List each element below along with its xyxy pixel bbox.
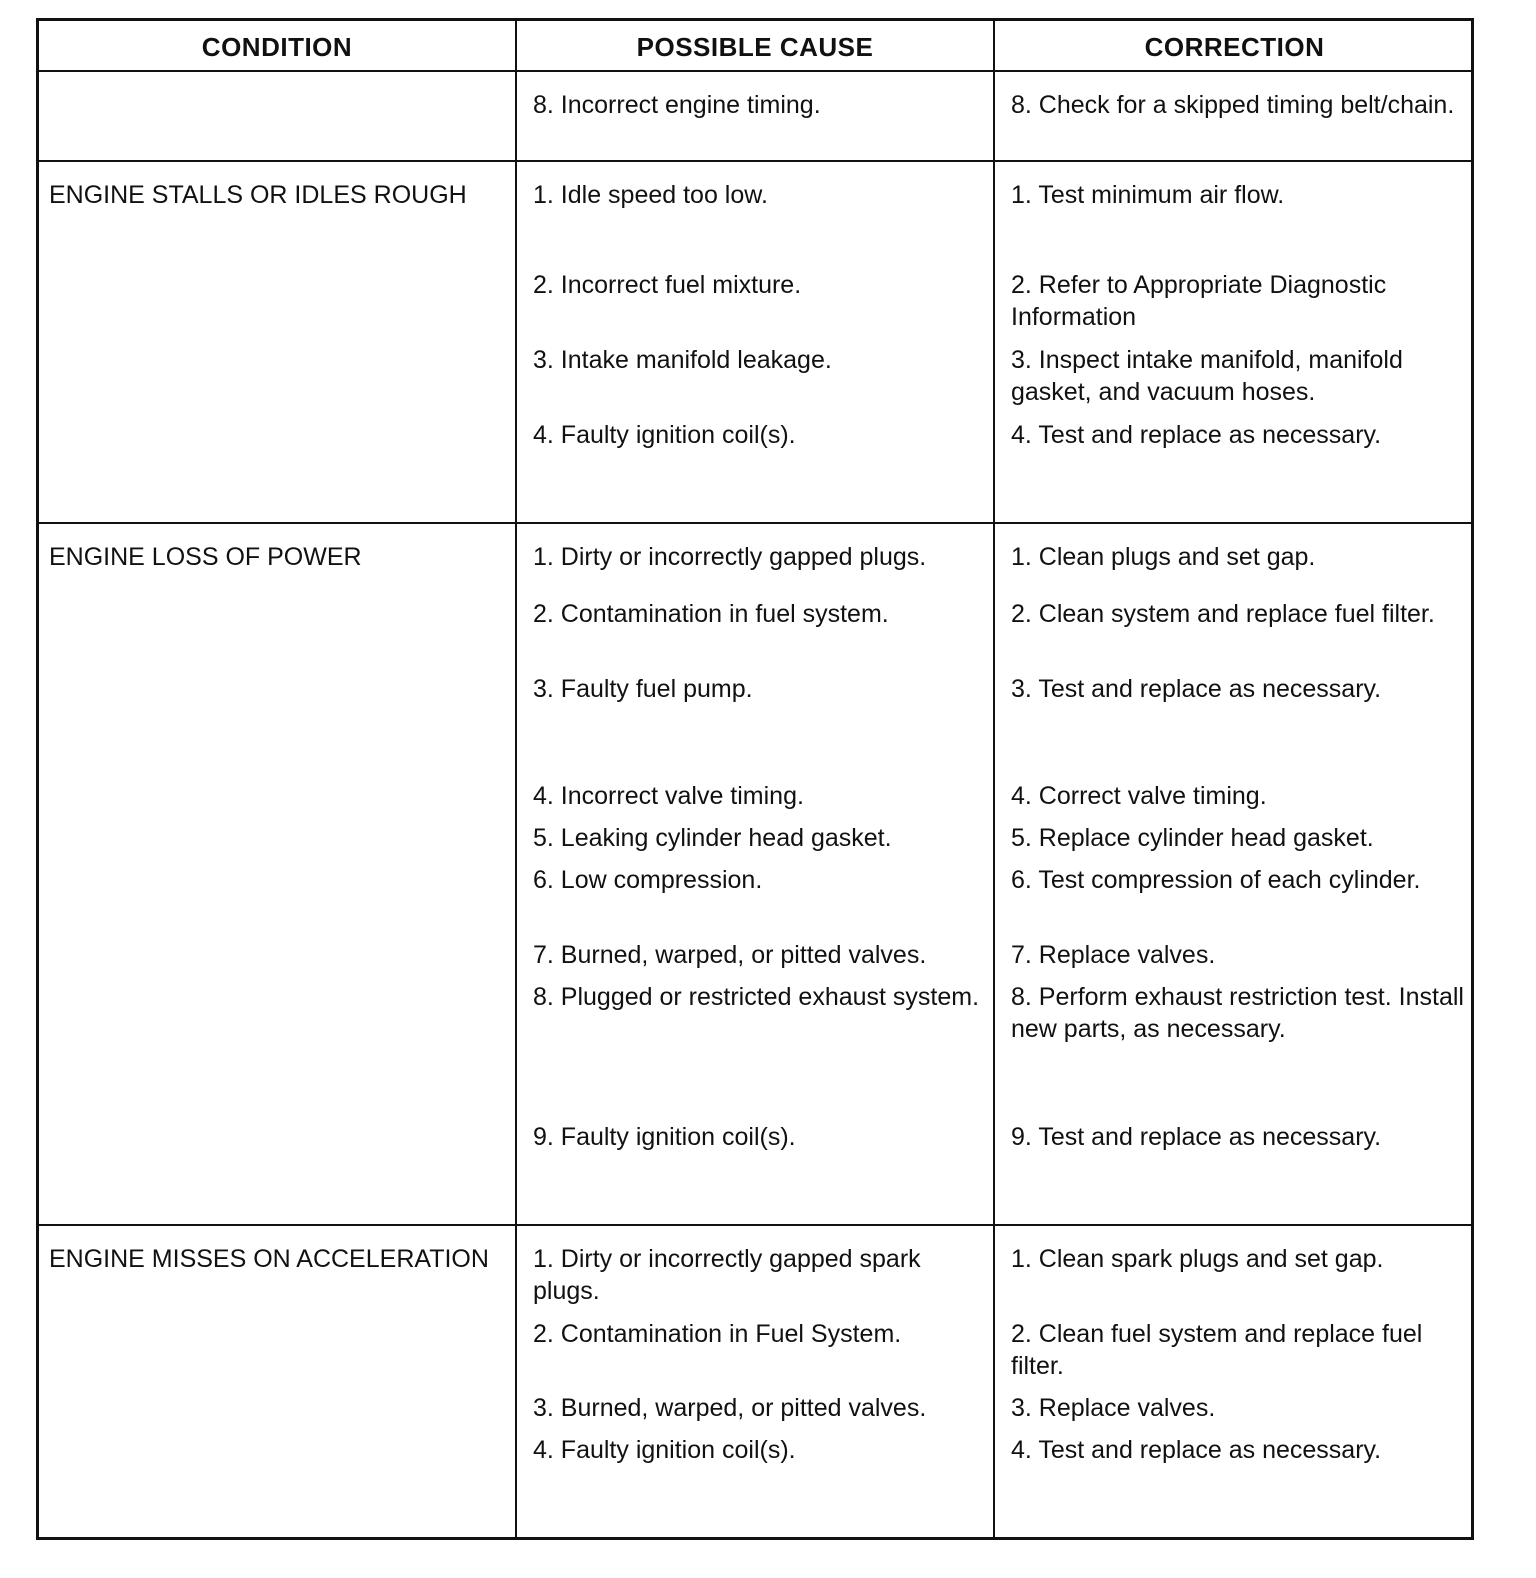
cause-cell: 1. Dirty or incorrectly gapped plugs. — [533, 543, 927, 571]
correction-cell: 4. Test and replace as necessary. — [1011, 1436, 1382, 1464]
correction-cell: 8. Perform exhaust restriction test. Install new parts, as necessary. — [1011, 983, 1464, 1043]
cause-cell: 8. Plugged or restricted exhaust system. — [533, 983, 980, 1011]
diagnosis-table — [36, 18, 1474, 1540]
header-possible-cause: POSSIBLE CAUSE — [636, 31, 874, 62]
column-divider — [993, 21, 995, 1537]
cause-cell: 5. Leaking cylinder head gasket. — [533, 824, 892, 852]
cause-cell: 4. Faulty ignition coil(s). — [533, 421, 796, 449]
correction-cell: 3. Replace valves. — [1011, 1394, 1216, 1422]
correction-cell: 1. Test minimum air flow. — [1011, 181, 1285, 209]
cause-cell: 4. Incorrect valve timing. — [533, 782, 804, 810]
correction-cell: 4. Test and replace as necessary. — [1011, 421, 1382, 449]
cause-cell: 1. Idle speed too low. — [533, 181, 768, 209]
cause-cell: 3. Intake manifold leakage. — [533, 346, 832, 374]
cause-cell: 3. Burned, warped, or pitted valves. — [533, 1394, 927, 1422]
row-divider — [39, 160, 1471, 162]
condition-cell: ENGINE MISSES ON ACCELERATION — [49, 1245, 489, 1273]
cause-cell: 6. Low compression. — [533, 866, 763, 894]
condition-cell: ENGINE STALLS OR IDLES ROUGH — [49, 181, 467, 209]
correction-cell: 2. Refer to Appropriate Diagnostic Information — [1011, 271, 1387, 331]
correction-cell: 4. Correct valve timing. — [1011, 782, 1267, 810]
correction-cell: 3. Test and replace as necessary. — [1011, 675, 1382, 703]
row-divider — [39, 522, 1471, 524]
cause-cell: 1. Dirty or incorrectly gapped spark plugs. — [533, 1245, 921, 1305]
correction-cell: 5. Replace cylinder head gasket. — [1011, 824, 1374, 852]
correction-cell: 8. Check for a skipped timing belt/chain. — [1011, 91, 1455, 119]
row-divider — [39, 1224, 1471, 1226]
cause-cell: 2. Contamination in fuel system. — [533, 600, 889, 628]
cause-cell: 8. Incorrect engine timing. — [533, 91, 821, 119]
correction-cell: 9. Test and replace as necessary. — [1011, 1123, 1382, 1151]
correction-cell: 1. Clean spark plugs and set gap. — [1011, 1245, 1384, 1273]
header-condition: CONDITION — [201, 31, 353, 62]
correction-cell: 6. Test compression of each cylinder. — [1011, 866, 1421, 894]
cause-cell: 2. Incorrect fuel mixture. — [533, 271, 802, 299]
cause-cell: 3. Faulty fuel pump. — [533, 675, 753, 703]
column-divider — [515, 21, 517, 1537]
header-correction: CORRECTION — [1144, 31, 1325, 62]
cause-cell: 7. Burned, warped, or pitted valves. — [533, 941, 927, 969]
condition-cell: ENGINE LOSS OF POWER — [49, 543, 362, 571]
correction-cell: 7. Replace valves. — [1011, 941, 1216, 969]
correction-cell: 1. Clean plugs and set gap. — [1011, 543, 1316, 571]
cause-cell: 9. Faulty ignition coil(s). — [533, 1123, 796, 1151]
correction-cell: 2. Clean system and replace fuel filter. — [1011, 600, 1435, 628]
correction-cell: 2. Clean fuel system and replace fuel filter. — [1011, 1320, 1423, 1380]
correction-cell: 3. Inspect intake manifold, manifold gasket, and vacuum hoses. — [1011, 346, 1403, 406]
cause-cell: 4. Faulty ignition coil(s). — [533, 1436, 796, 1464]
cause-cell: 2. Contamination in Fuel System. — [533, 1320, 902, 1348]
